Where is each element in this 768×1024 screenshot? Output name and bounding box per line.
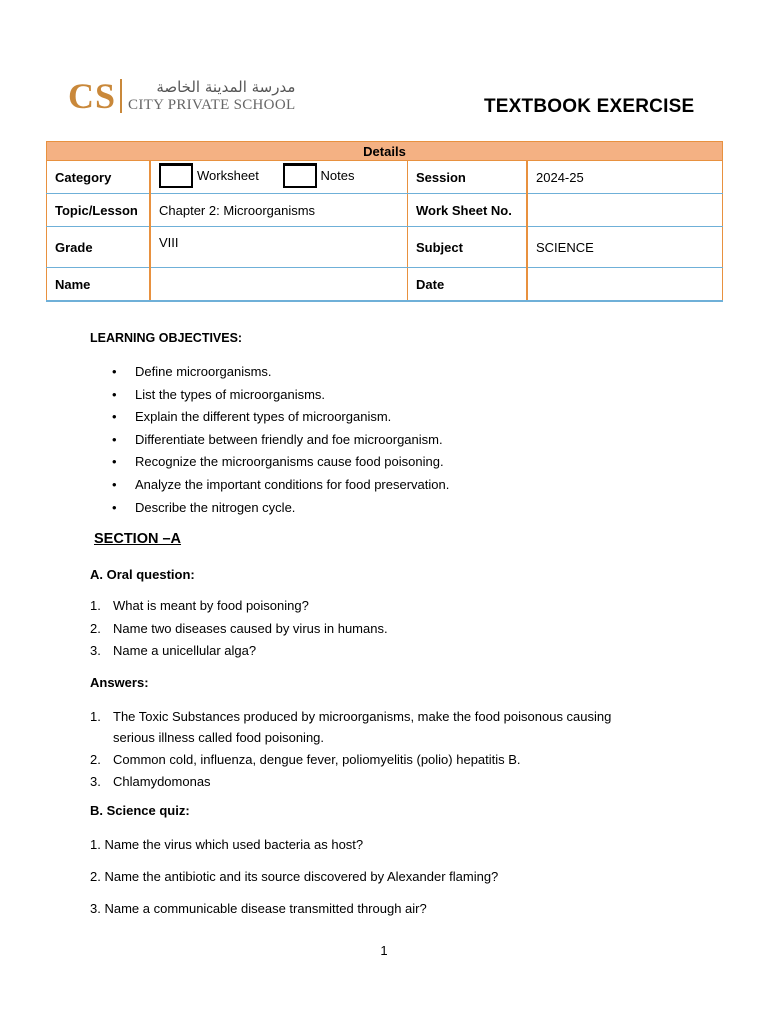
science-quiz-heading: B. Science quiz:: [90, 803, 190, 818]
list-item: [90, 642, 653, 660]
name-field[interactable]: [150, 268, 408, 302]
logo-mark: CS: [68, 76, 117, 116]
session-label: Session: [408, 161, 528, 194]
notes-option-label: Notes: [320, 168, 355, 183]
objective-text: Describe the nitrogen cycle.: [135, 499, 296, 515]
list-item: [112, 363, 449, 386]
category-label: Category: [47, 161, 151, 194]
date-label: Date: [408, 268, 528, 302]
list-item: [112, 408, 449, 431]
objective-text: Explain the different types of microorganism.: [135, 409, 392, 425]
question-text: Name a unicellular alga?: [113, 643, 257, 658]
worksheet-option-label: Worksheet: [197, 168, 259, 183]
objectives-heading: LEARNING OBJECTIVES:: [90, 331, 243, 345]
objective-text: Define microorganisms.: [135, 364, 272, 379]
quiz-question: 3. Name a communicable disease transmitted through air?: [90, 901, 427, 916]
list-item: [90, 706, 653, 748]
answers-list: [90, 706, 653, 793]
objective-text: Differentiate between friendly and foe microorganism.: [135, 431, 443, 447]
details-heading: Details: [47, 142, 723, 161]
oral-question-list: [90, 597, 653, 665]
subject-value: SCIENCE: [527, 227, 723, 268]
notes-option[interactable]: [283, 163, 355, 188]
bullet-icon: •: [112, 386, 117, 402]
notes-checkbox[interactable]: [283, 163, 317, 188]
logo-english-name: CITY PRIVATE SCHOOL: [128, 96, 296, 113]
list-item: [112, 476, 449, 499]
list-item: [90, 771, 653, 792]
grade-value: VIII: [150, 227, 408, 268]
category-options: [150, 161, 408, 194]
logo-text: [128, 77, 296, 113]
list-item: [90, 597, 653, 615]
name-label: Name: [47, 268, 151, 302]
question-text: What is meant by food poisoning?: [113, 598, 309, 613]
bullet-icon: •: [112, 454, 117, 470]
bullet-icon: •: [112, 476, 117, 492]
grade-label: Grade: [47, 227, 151, 268]
objective-text: Analyze the important conditions for food preservation.: [135, 476, 450, 492]
list-item: [112, 386, 449, 409]
list-item: [112, 431, 449, 454]
bullet-icon: •: [112, 499, 117, 515]
answer-text: Chlamydomonas: [113, 774, 211, 789]
objective-text: Recognize the microorganisms cause food poisoning.: [135, 454, 444, 470]
oral-question-heading: A. Oral question:: [90, 567, 195, 582]
item-number: 1.: [90, 598, 101, 613]
quiz-question: 2. Name the antibiotic and its source discovered by Alexander flaming?: [90, 869, 499, 884]
list-item: [112, 499, 449, 522]
topic-label: Topic/Lesson: [47, 194, 151, 227]
section-a-title: SECTION –A: [94, 531, 182, 547]
quiz-question: 1. Name the virus which used bacteria as host?: [90, 837, 364, 852]
worksheet-option[interactable]: [159, 163, 259, 188]
bullet-icon: •: [112, 431, 117, 447]
logo-divider: [120, 79, 122, 113]
worksheet-no-label: Work Sheet No.: [408, 194, 528, 227]
list-item: [90, 620, 653, 638]
session-value: 2024-25: [527, 161, 723, 194]
subject-label: Subject: [408, 227, 528, 268]
objective-text: List the types of microorganisms.: [135, 386, 326, 402]
question-text: Name two diseases caused by virus in humans.: [113, 620, 388, 636]
item-number: 1.: [90, 709, 101, 724]
school-logo: [68, 76, 295, 116]
bullet-icon: •: [112, 364, 117, 379]
objectives-list: [112, 363, 449, 521]
item-number: 3.: [90, 774, 101, 789]
worksheet-no-field[interactable]: [527, 194, 723, 227]
details-table: [46, 141, 723, 302]
topic-value: Chapter 2: Microorganisms: [150, 194, 408, 227]
answers-heading: Answers:: [90, 675, 149, 690]
date-field[interactable]: [527, 268, 723, 302]
item-number: 2.: [90, 752, 101, 767]
page-number: 1: [380, 943, 388, 958]
worksheet-checkbox[interactable]: [159, 163, 193, 188]
item-number: 3.: [90, 643, 101, 658]
list-item: [112, 453, 449, 476]
logo-arabic-name: مدرسة المدينة الخاصة: [156, 77, 296, 96]
item-number: 2.: [90, 620, 101, 636]
document-title: TEXTBOOK EXERCISE: [484, 96, 695, 117]
bullet-icon: •: [112, 409, 117, 425]
answer-text: The Toxic Substances produced by microorganisms, make the food poisonous causing serious illness called food poisoning.: [113, 709, 612, 745]
list-item: [90, 749, 653, 770]
answer-text: Common cold, influenza, dengue fever, poliomyelitis (polio) hepatitis B.: [113, 752, 521, 767]
